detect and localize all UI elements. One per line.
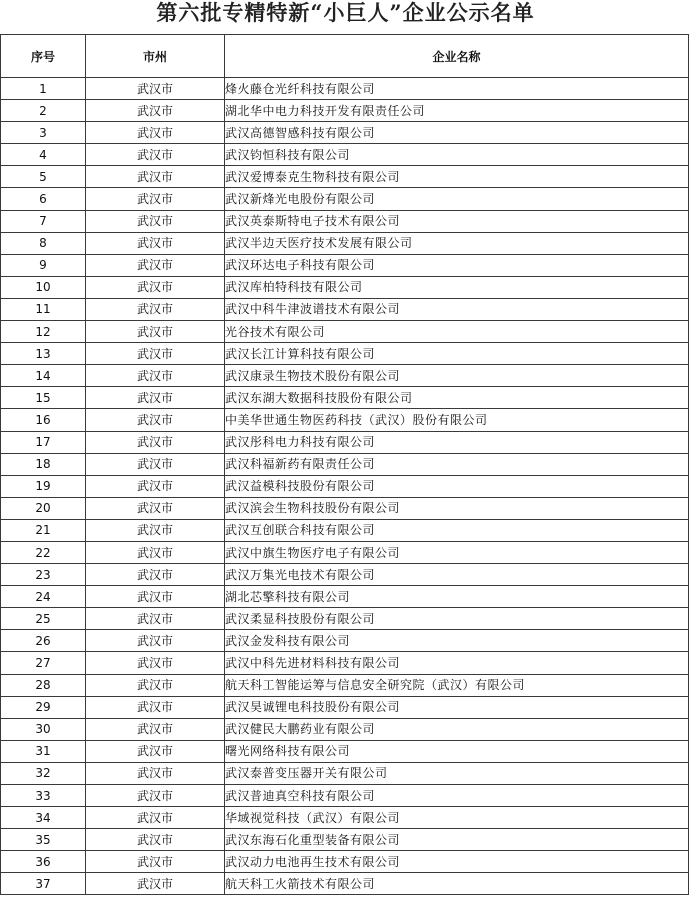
row-number: 21	[1, 519, 86, 541]
table-row	[1, 519, 689, 541]
row-company-name: 武汉东湖大数据科技股份有限公司	[225, 387, 689, 409]
row-city: 武汉市	[86, 232, 225, 254]
row-company-name: 武汉昊诚锂电科技股份有限公司	[225, 696, 689, 718]
row-company-name: 武汉中科牛津波谱技术有限公司	[225, 298, 689, 320]
row-city: 武汉市	[86, 254, 225, 276]
row-company-name: 武汉新烽光电股份有限公司	[225, 188, 689, 210]
row-number: 22	[1, 541, 86, 563]
row-city: 武汉市	[86, 321, 225, 343]
page-title: 第六批专精特新“小巨人”企业公示名单	[156, 0, 535, 25]
row-number: 28	[1, 674, 86, 696]
row-company-name: 武汉金发科技有限公司	[225, 630, 689, 652]
row-company-name: 武汉环达电子科技有限公司	[225, 254, 689, 276]
row-city: 武汉市	[86, 453, 225, 475]
row-city: 武汉市	[86, 762, 225, 784]
row-number: 16	[1, 409, 86, 431]
row-company-name: 武汉康录生物技术股份有限公司	[225, 365, 689, 387]
row-number: 12	[1, 321, 86, 343]
row-city: 武汉市	[86, 564, 225, 586]
row-company-name: 武汉长江计算科技有限公司	[225, 343, 689, 365]
table-row	[1, 762, 689, 784]
row-number: 15	[1, 387, 86, 409]
enterprise-table	[0, 34, 689, 895]
column-header-number: 序号	[1, 35, 86, 78]
table-row	[1, 630, 689, 652]
table-row	[1, 851, 689, 873]
table-row	[1, 365, 689, 387]
row-city: 武汉市	[86, 210, 225, 232]
row-city: 武汉市	[86, 674, 225, 696]
row-company-name: 武汉滨会生物科技股份有限公司	[225, 497, 689, 519]
row-number: 34	[1, 807, 86, 829]
row-number: 5	[1, 166, 86, 188]
row-city: 武汉市	[86, 718, 225, 740]
row-number: 25	[1, 608, 86, 630]
table-row	[1, 873, 689, 895]
row-number: 17	[1, 431, 86, 453]
row-company-name: 烽火藤仓光纤科技有限公司	[225, 78, 689, 100]
table-row	[1, 807, 689, 829]
table-row	[1, 541, 689, 563]
table-row	[1, 100, 689, 122]
row-city: 武汉市	[86, 122, 225, 144]
row-company-name: 武汉动力电池再生技术有限公司	[225, 851, 689, 873]
row-company-name: 武汉东海石化重型装备有限公司	[225, 829, 689, 851]
row-city: 武汉市	[86, 608, 225, 630]
table-row	[1, 785, 689, 807]
table-row	[1, 652, 689, 674]
row-city: 武汉市	[86, 188, 225, 210]
row-city: 武汉市	[86, 497, 225, 519]
row-number: 13	[1, 343, 86, 365]
row-number: 4	[1, 144, 86, 166]
row-number: 19	[1, 475, 86, 497]
row-company-name: 武汉益模科技股份有限公司	[225, 475, 689, 497]
row-company-name: 武汉彤科电力科技有限公司	[225, 431, 689, 453]
row-number: 36	[1, 851, 86, 873]
row-company-name: 武汉普迪真空科技有限公司	[225, 785, 689, 807]
row-city: 武汉市	[86, 829, 225, 851]
row-city: 武汉市	[86, 519, 225, 541]
row-number: 9	[1, 254, 86, 276]
row-number: 31	[1, 740, 86, 762]
row-company-name: 航天科工智能运筹与信息安全研究院（武汉）有限公司	[225, 674, 689, 696]
row-number: 8	[1, 232, 86, 254]
row-city: 武汉市	[86, 586, 225, 608]
row-company-name: 光谷技术有限公司	[225, 321, 689, 343]
table-row	[1, 497, 689, 519]
row-number: 1	[1, 78, 86, 100]
row-company-name: 武汉半边天医疗技术发展有限公司	[225, 232, 689, 254]
row-city: 武汉市	[86, 541, 225, 563]
row-company-name: 航天科工火箭技术有限公司	[225, 873, 689, 895]
row-company-name: 武汉泰普变压器开关有限公司	[225, 762, 689, 784]
row-number: 30	[1, 718, 86, 740]
table-row	[1, 564, 689, 586]
row-company-name: 武汉爱博泰克生物科技有限公司	[225, 166, 689, 188]
row-company-name: 武汉钧恒科技有限公司	[225, 144, 689, 166]
row-number: 24	[1, 586, 86, 608]
row-number: 14	[1, 365, 86, 387]
table-row	[1, 144, 689, 166]
row-number: 32	[1, 762, 86, 784]
row-city: 武汉市	[86, 652, 225, 674]
table-row	[1, 321, 689, 343]
table-row	[1, 188, 689, 210]
row-number: 27	[1, 652, 86, 674]
table-row	[1, 586, 689, 608]
table-row	[1, 453, 689, 475]
row-city: 武汉市	[86, 409, 225, 431]
row-city: 武汉市	[86, 696, 225, 718]
table-row	[1, 608, 689, 630]
row-city: 武汉市	[86, 166, 225, 188]
table-row	[1, 232, 689, 254]
row-number: 33	[1, 785, 86, 807]
row-number: 23	[1, 564, 86, 586]
row-company-name: 武汉库柏特科技有限公司	[225, 276, 689, 298]
row-number: 3	[1, 122, 86, 144]
row-company-name: 湖北芯擎科技有限公司	[225, 586, 689, 608]
table-row	[1, 298, 689, 320]
table-row	[1, 254, 689, 276]
table-row	[1, 696, 689, 718]
table-row	[1, 431, 689, 453]
row-city: 武汉市	[86, 431, 225, 453]
table-row	[1, 409, 689, 431]
table-row	[1, 674, 689, 696]
row-company-name: 武汉中旗生物医疗电子有限公司	[225, 541, 689, 563]
row-company-name: 武汉中科先进材料科技有限公司	[225, 652, 689, 674]
column-header-company: 企业名称	[225, 35, 689, 78]
row-city: 武汉市	[86, 630, 225, 652]
row-company-name: 武汉万集光电技术有限公司	[225, 564, 689, 586]
row-company-name: 湖北华中电力科技开发有限责任公司	[225, 100, 689, 122]
row-number: 6	[1, 188, 86, 210]
row-city: 武汉市	[86, 144, 225, 166]
row-number: 35	[1, 829, 86, 851]
row-number: 18	[1, 453, 86, 475]
table-row	[1, 78, 689, 100]
table-row	[1, 718, 689, 740]
row-city: 武汉市	[86, 785, 225, 807]
header-row	[1, 35, 689, 78]
row-company-name: 武汉科福新药有限责任公司	[225, 453, 689, 475]
row-number: 2	[1, 100, 86, 122]
row-company-name: 武汉英泰斯特电子技术有限公司	[225, 210, 689, 232]
row-city: 武汉市	[86, 475, 225, 497]
column-header-city: 市州	[86, 35, 225, 78]
row-number: 37	[1, 873, 86, 895]
table-header	[1, 35, 689, 78]
row-city: 武汉市	[86, 298, 225, 320]
table-row	[1, 210, 689, 232]
table-row	[1, 343, 689, 365]
row-city: 武汉市	[86, 851, 225, 873]
row-number: 7	[1, 210, 86, 232]
row-company-name: 武汉柔显科技股份有限公司	[225, 608, 689, 630]
row-number: 11	[1, 298, 86, 320]
row-company-name: 中美华世通生物医药科技（武汉）股份有限公司	[225, 409, 689, 431]
row-number: 26	[1, 630, 86, 652]
row-company-name: 武汉高德智感科技有限公司	[225, 122, 689, 144]
row-city: 武汉市	[86, 365, 225, 387]
row-number: 20	[1, 497, 86, 519]
row-company-name: 曙光网络科技有限公司	[225, 740, 689, 762]
row-company-name: 武汉健民大鹏药业有限公司	[225, 718, 689, 740]
row-city: 武汉市	[86, 276, 225, 298]
row-city: 武汉市	[86, 78, 225, 100]
row-city: 武汉市	[86, 740, 225, 762]
row-city: 武汉市	[86, 343, 225, 365]
table-row	[1, 740, 689, 762]
row-number: 10	[1, 276, 86, 298]
table-row	[1, 122, 689, 144]
table-row	[1, 276, 689, 298]
row-company-name: 华域视觉科技（武汉）有限公司	[225, 807, 689, 829]
table-body	[1, 78, 689, 895]
table-row	[1, 475, 689, 497]
row-number: 29	[1, 696, 86, 718]
table-row	[1, 387, 689, 409]
table-row	[1, 829, 689, 851]
row-city: 武汉市	[86, 807, 225, 829]
row-company-name: 武汉互创联合科技有限公司	[225, 519, 689, 541]
row-city: 武汉市	[86, 873, 225, 895]
row-city: 武汉市	[86, 100, 225, 122]
row-city: 武汉市	[86, 387, 225, 409]
table-row	[1, 166, 689, 188]
